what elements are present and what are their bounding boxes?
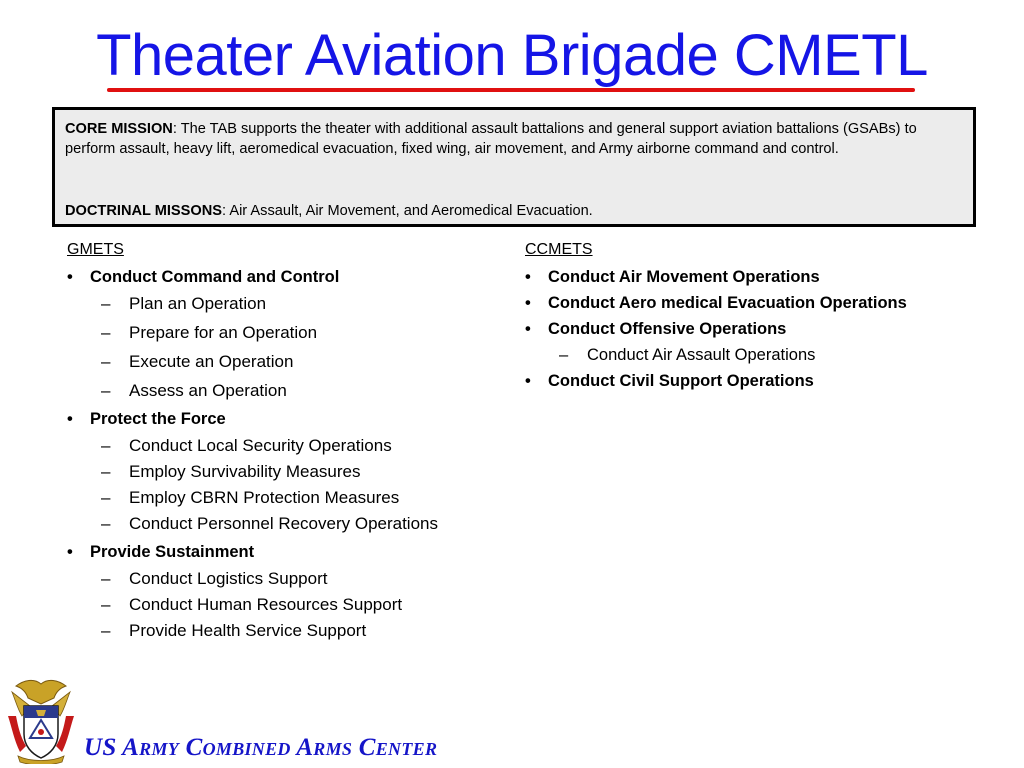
ccmets-subitem-label: Conduct Air Assault Operations (587, 346, 816, 364)
bullet-icon: • (67, 410, 73, 428)
footer-organization: US Army Combined Arms Center (84, 734, 438, 761)
gmets-task (67, 436, 507, 456)
mission-box (52, 107, 976, 227)
ccmets-item (525, 371, 1005, 391)
dash-icon: – (101, 621, 111, 640)
gmets-task (67, 381, 507, 401)
dash-icon: – (101, 352, 111, 371)
ccmets-item-label: Conduct Civil Support Operations (548, 372, 814, 390)
core-mission-label: CORE MISSION (65, 121, 173, 137)
bullet-icon: • (525, 320, 531, 338)
title-underline (107, 88, 915, 92)
ccmets-item-label: Conduct Offensive Operations (548, 320, 787, 338)
bullet-icon: • (525, 294, 531, 312)
gmets-group-label: Protect the Force (90, 410, 226, 428)
gmets-task (67, 514, 507, 534)
ccmets-subitem (525, 345, 1005, 365)
gmets-group-label: Conduct Command and Control (90, 268, 340, 286)
bullet-icon: • (525, 372, 531, 390)
bullet-icon: • (525, 268, 531, 286)
dash-icon: – (101, 323, 111, 342)
gmets-task-label: Plan an Operation (129, 294, 267, 313)
gmets-group (67, 267, 507, 287)
ccmets-item (525, 267, 1005, 287)
gmets-task-label: Conduct Personnel Recovery Operations (129, 514, 438, 533)
gmets-task (67, 595, 507, 615)
bullet-icon: • (67, 268, 73, 286)
gmets-list (67, 267, 507, 641)
gmets-task (67, 352, 507, 372)
gmets-task (67, 569, 507, 589)
gmets-task-label: Employ CBRN Protection Measures (129, 488, 400, 507)
ccmets-item (525, 319, 1005, 339)
doctrinal-missions-paragraph (65, 201, 945, 221)
gmets-task-label: Provide Health Service Support (129, 621, 367, 640)
bullet-icon: • (67, 543, 73, 561)
gmets-task-label: Assess an Operation (129, 381, 287, 400)
gmets-task (67, 621, 507, 641)
ccmets-column (525, 240, 1005, 391)
gmets-task (67, 294, 507, 314)
army-crest-icon (6, 676, 76, 764)
dash-icon: – (101, 595, 111, 614)
ccmets-item-label: Conduct Air Movement Operations (548, 268, 820, 286)
gmets-group-label: Provide Sustainment (90, 543, 255, 561)
gmets-column (67, 240, 507, 641)
gmets-group (67, 542, 507, 562)
gmets-task-label: Prepare for an Operation (129, 323, 318, 342)
dash-icon: – (101, 436, 111, 455)
ccmets-item-label: Conduct Aero medical Evacuation Operations (548, 294, 907, 312)
dash-icon: – (101, 569, 111, 588)
ccmets-list (525, 267, 1005, 391)
core-mission-text: : The TAB supports the theater with additional assault battalions and general support aviation battalions (GSABs) to perform assault, heavy lift, aeromedical evacuation, fixed wing, air movement, and Army airborne command and control. (65, 121, 917, 157)
dash-icon: – (101, 462, 111, 481)
ccmets-heading: CCMETS (525, 241, 593, 258)
gmets-task-label: Conduct Local Security Operations (129, 436, 392, 455)
gmets-task-label: Execute an Operation (129, 352, 294, 371)
gmets-task (67, 323, 507, 343)
dash-icon: – (101, 488, 111, 507)
gmets-task (67, 488, 507, 508)
dash-icon: – (101, 514, 111, 533)
gmets-task-label: Conduct Logistics Support (129, 569, 328, 588)
gmets-task (67, 462, 507, 482)
gmets-task-label: Employ Survivability Measures (129, 462, 361, 481)
gmets-group (67, 409, 507, 429)
ccmets-item (525, 293, 1005, 313)
slide-title: Theater Aviation Brigade CMETL (96, 23, 928, 88)
dash-icon: – (101, 381, 111, 400)
doctrinal-missions-label: DOCTRINAL MISSONS (65, 203, 223, 219)
doctrinal-missions-text: : Air Assault, Air Movement, and Aeromedical Evacuation. (222, 203, 593, 219)
gmets-task-label: Conduct Human Resources Support (129, 595, 403, 614)
dash-icon: – (559, 346, 569, 364)
dash-icon: – (101, 294, 111, 313)
gmets-heading: GMETS (67, 241, 124, 258)
core-mission-paragraph (65, 119, 945, 159)
